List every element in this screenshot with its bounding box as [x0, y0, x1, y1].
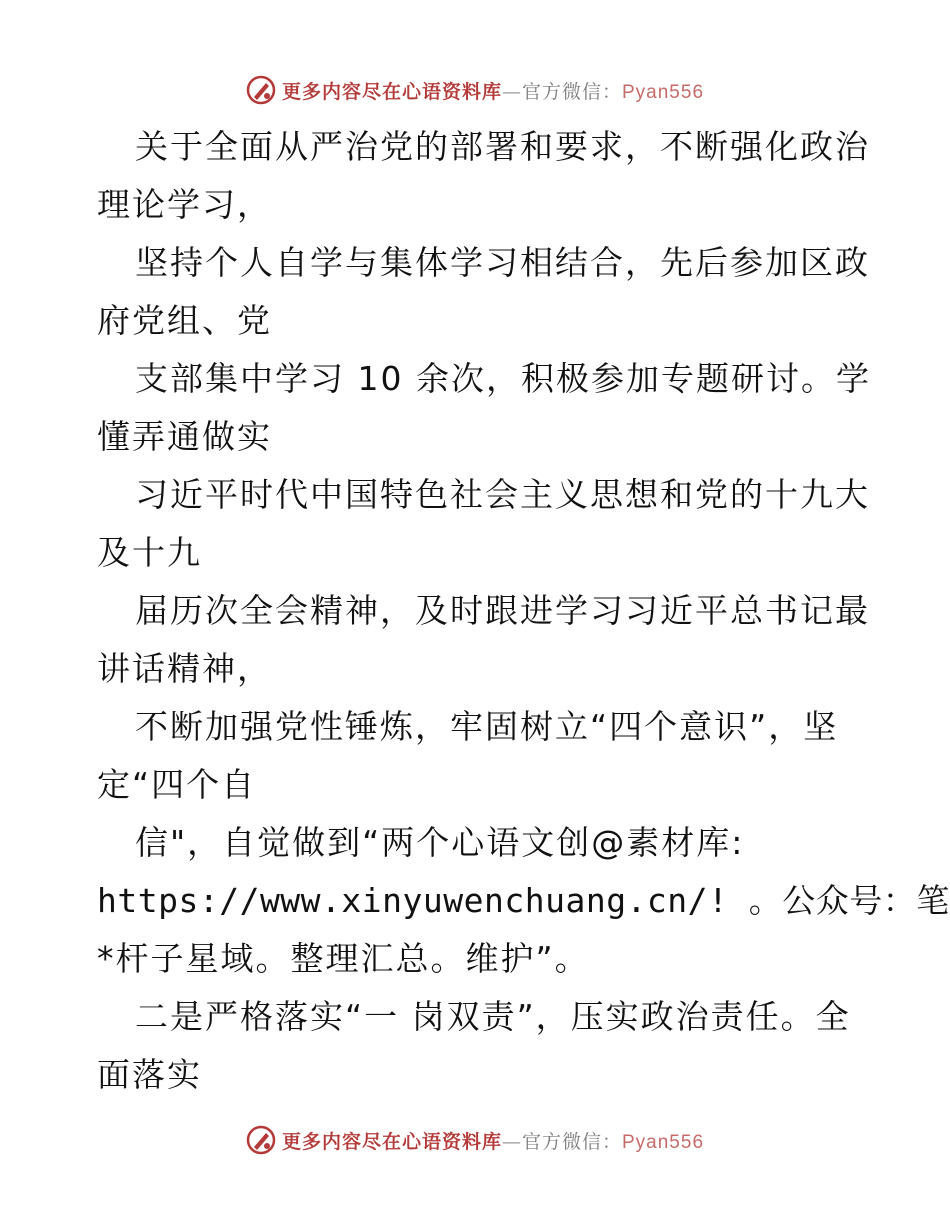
banner-wechat-id: Pyan556	[622, 81, 705, 103]
text-line: 懂弄通做实	[97, 417, 272, 456]
banner-wechat-id: Pyan556	[622, 1131, 705, 1153]
banner-site-text: 更多内容尽在心语资料库	[281, 80, 502, 103]
text-line: 理论学习，	[97, 185, 272, 224]
text-line: 及十九	[97, 533, 202, 572]
footer-banner-text	[282, 1127, 704, 1154]
text-line: 府党组、党	[97, 301, 272, 340]
banner-site-text: 更多内容尽在心语资料库	[281, 1130, 502, 1153]
text-line: 关于全面从严治党的部署和要求，不断强化政治	[135, 127, 870, 166]
header-banner-text	[282, 77, 704, 104]
text-line: 届历次全会精神，及时跟进学习习近平总书记最	[135, 591, 870, 630]
text-line: 定“四个自	[97, 765, 257, 804]
text-line-url: https://www.xinyuwenchuang.cn/! 。公众号：笔	[97, 881, 950, 920]
banner-wechat-label: 官方微信：	[521, 1130, 622, 1153]
document-body	[97, 118, 950, 1104]
text-line: 信"，自觉做到“两个心语文创@素材库:	[135, 823, 745, 862]
text-line: 坚持个人自学与集体学习相结合，先后参加区政	[135, 243, 870, 282]
banner-dash: —	[501, 1130, 522, 1153]
text-line: 不断加强党性锤炼，牢固树立“四个意识”，坚	[135, 707, 839, 746]
text-line: 面落实	[97, 1055, 202, 1094]
text-line: 支部集中学习 10 余次，积极参加专题研讨。学	[135, 359, 871, 398]
text-line: 二是严格落实“一 岗双责”，压实政治责任。全	[135, 997, 851, 1036]
banner-wechat-label: 官方微信：	[521, 80, 622, 103]
header-banner	[0, 70, 950, 110]
text-line: 习近平时代中国特色社会主义思想和党的十九大	[135, 475, 870, 514]
banner-dash: —	[501, 80, 522, 103]
text-line: *杆子星域。整理汇总。维护”。	[97, 939, 590, 978]
text-line: 讲话精神，	[97, 649, 272, 688]
pen-logo-icon	[246, 1125, 276, 1155]
footer-banner	[0, 1120, 950, 1160]
pen-logo-icon	[246, 75, 276, 105]
